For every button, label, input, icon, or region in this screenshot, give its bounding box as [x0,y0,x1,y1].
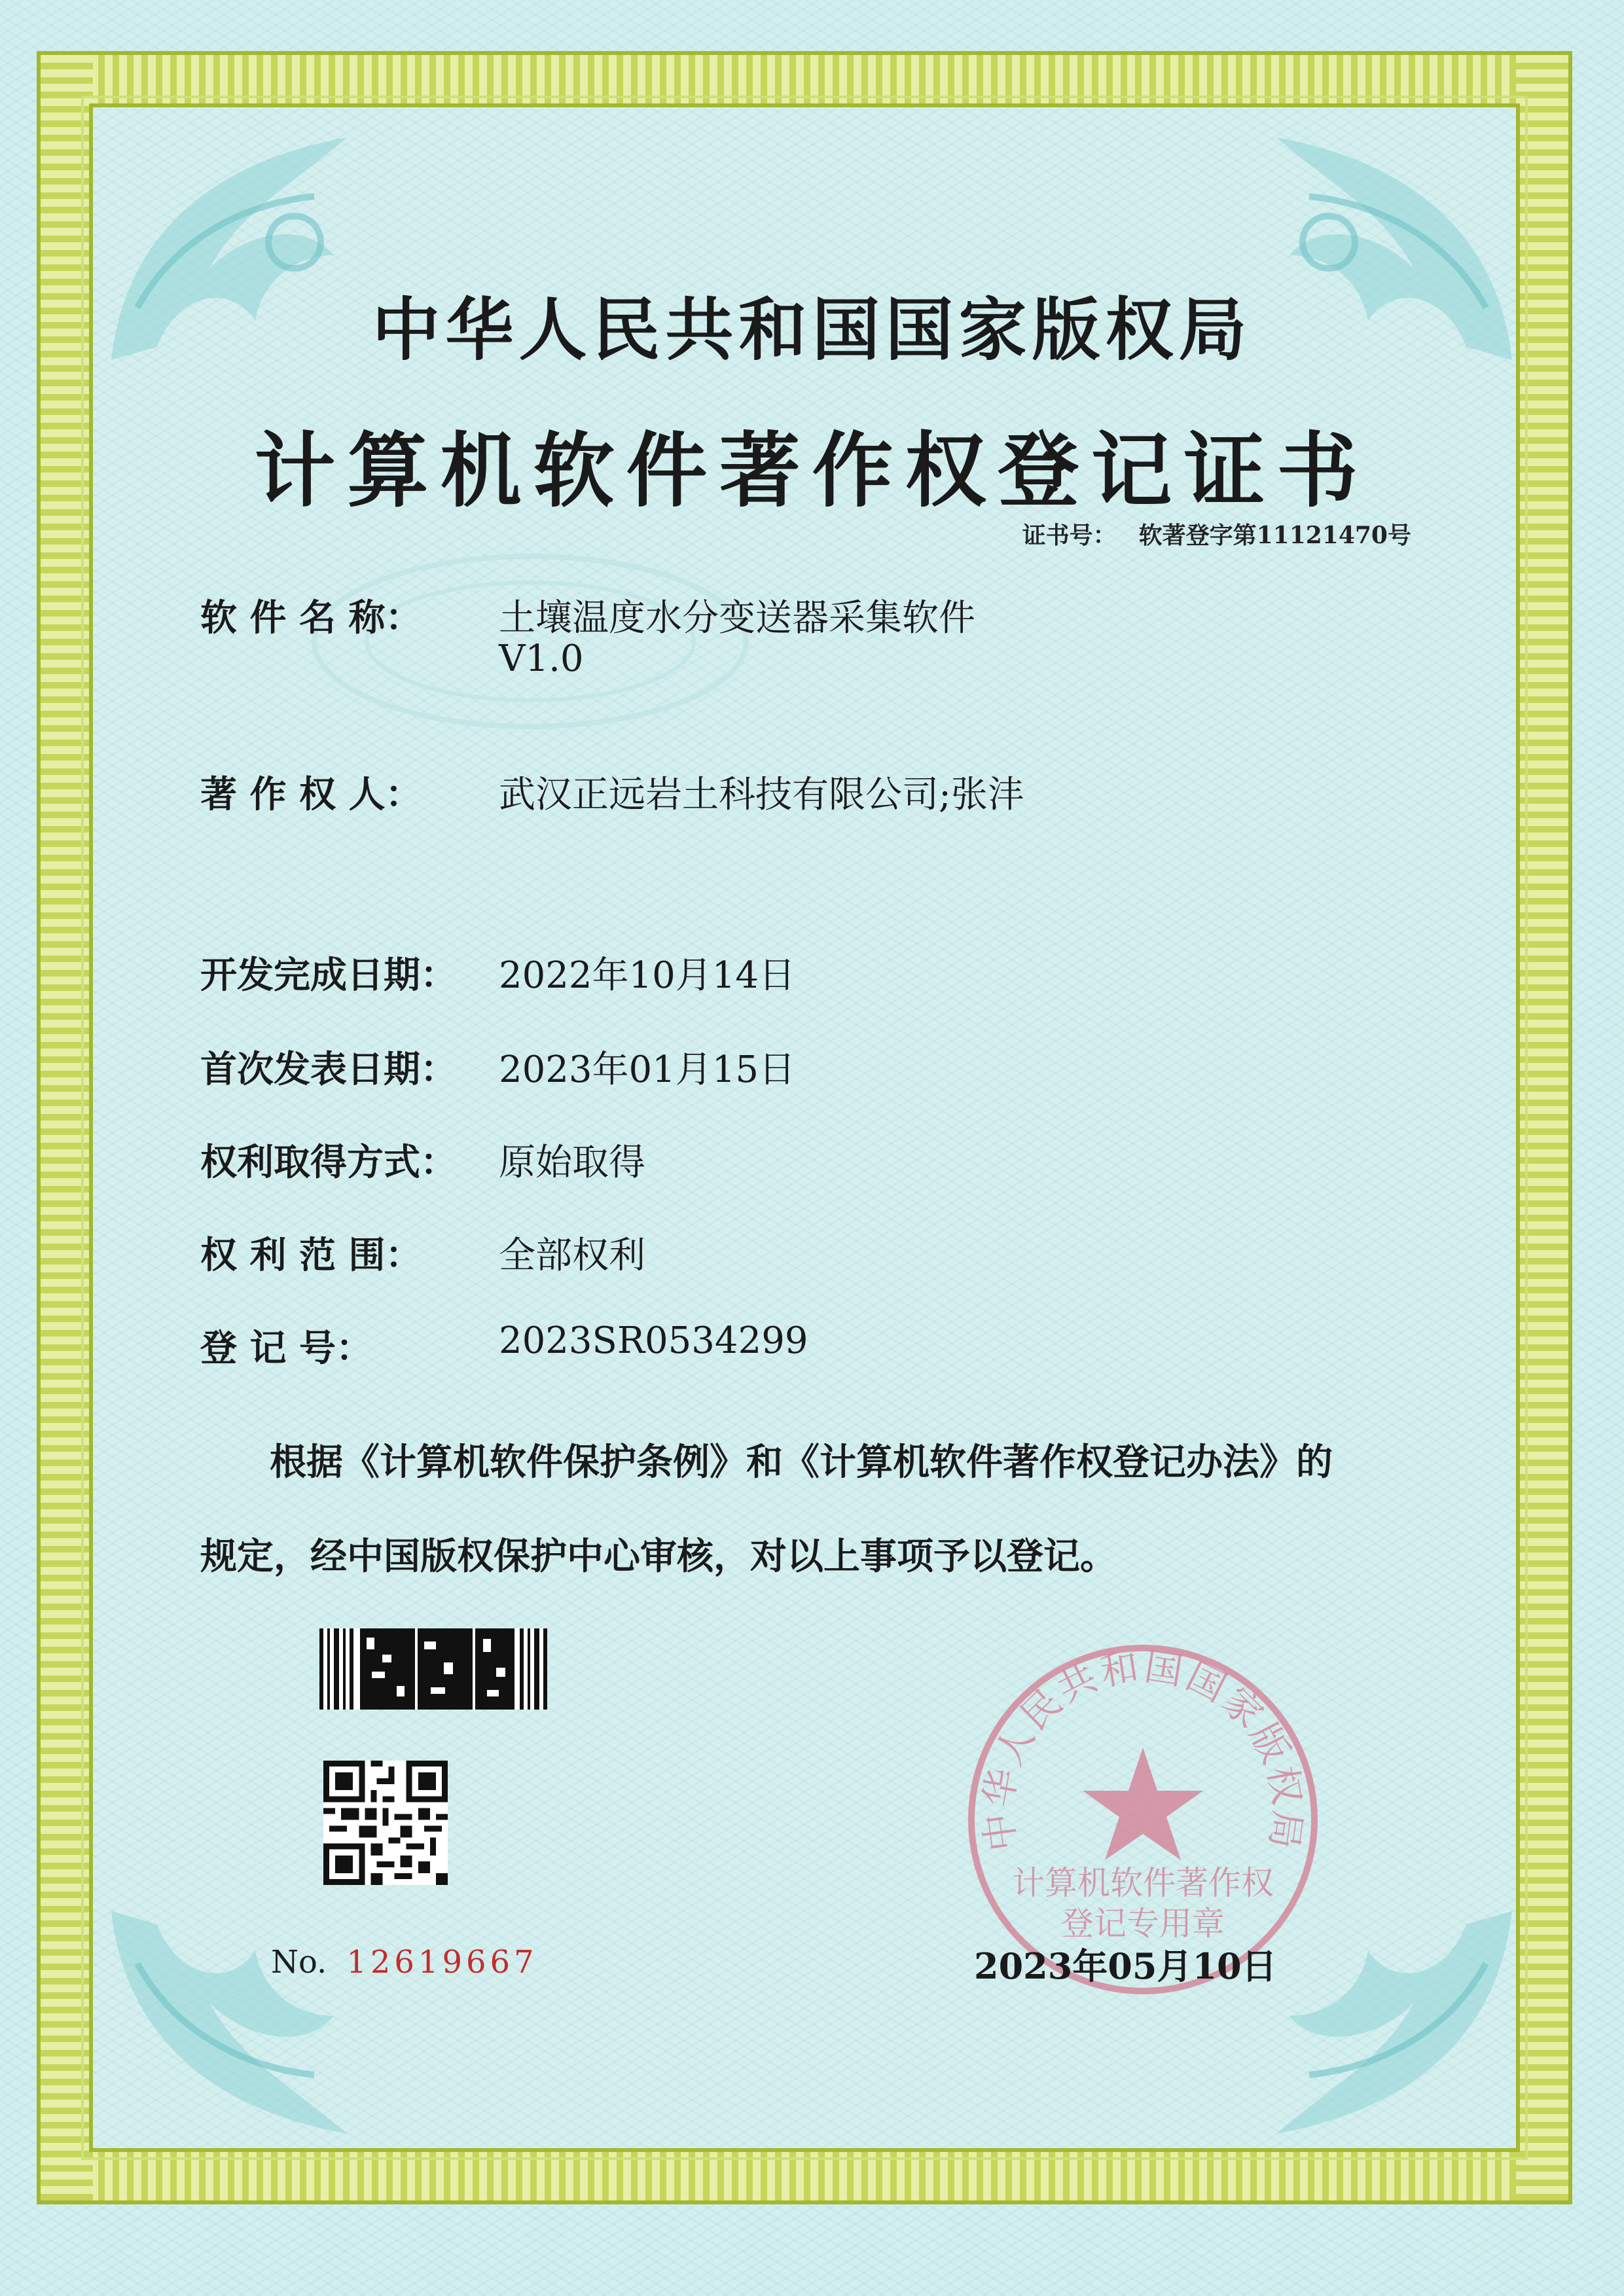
field-label: 著 作 权 人： [200,773,422,816]
first-publish-date-value: 2023年01月15日 [499,1049,796,1091]
serial-number [271,1944,538,1981]
copyright-owner-value: 武汉正远岩土科技有限公司;张沣 [499,774,1024,816]
field-first-publish-date [200,1041,796,1093]
certificate-number-label: 证书号： [1022,522,1117,549]
field-label: 权 利 范 围： [200,1234,422,1277]
seal-inner-line-1: 计算机软件著作权 [1012,1864,1274,1902]
field-label: 开发完成日期： [200,954,457,997]
serial-prefix: No. [271,1944,327,1981]
barcode [319,1628,547,1710]
software-name-value: 土壤温度水分变送器采集软件 [499,597,975,639]
field-registration-no [200,1319,808,1372]
certificate-title: 计算机软件著作权登记证书 [254,423,1370,518]
field-software-name [200,589,975,680]
certificate-number-value: 软著登字第11121470号 [1138,522,1411,549]
rights-acquisition-value: 原始取得 [499,1141,645,1184]
qr-code [323,1761,448,1885]
statement-line-2: 规定，经中国版权保护中心审核，对以上事项予以登记。 [200,1535,1117,1578]
rights-scope-value: 全部权利 [499,1234,645,1277]
field-rights-scope [200,1227,645,1279]
certificate-border-left [41,55,93,2200]
seal-inner-line-2: 登记专用章 [1061,1905,1225,1943]
field-copyright-owner [200,766,1024,818]
field-rights-acquisition [200,1134,645,1186]
issue-date: 2023年05月10日 [974,1945,1277,1987]
certificate-number [1022,517,1411,550]
registration-no-value: 2023SR0534299 [499,1319,808,1362]
statement-line-1: 根据《计算机软件保护条例》和《计算机软件著作权登记办法》的 [270,1441,1333,1484]
issuing-authority: 中华人民共和国国家版权局 [372,289,1252,370]
field-label: 首次发表日期： [200,1048,457,1091]
field-label: 登 记 号： [200,1327,372,1370]
seal-star-icon [1083,1748,1203,1860]
seal-outer-text: 中华人民共和国国家版权局 [975,1643,1310,1854]
corner-ornament-bottom-left [98,1885,439,2160]
field-label: 软 件 名 称： [200,596,422,639]
field-completion-date [200,946,796,999]
field-label: 权利取得方式： [200,1141,457,1184]
completion-date-value: 2022年10月14日 [499,954,796,997]
serial-number-value: 12619667 [346,1944,538,1981]
software-version-value: V1.0 [499,637,584,680]
